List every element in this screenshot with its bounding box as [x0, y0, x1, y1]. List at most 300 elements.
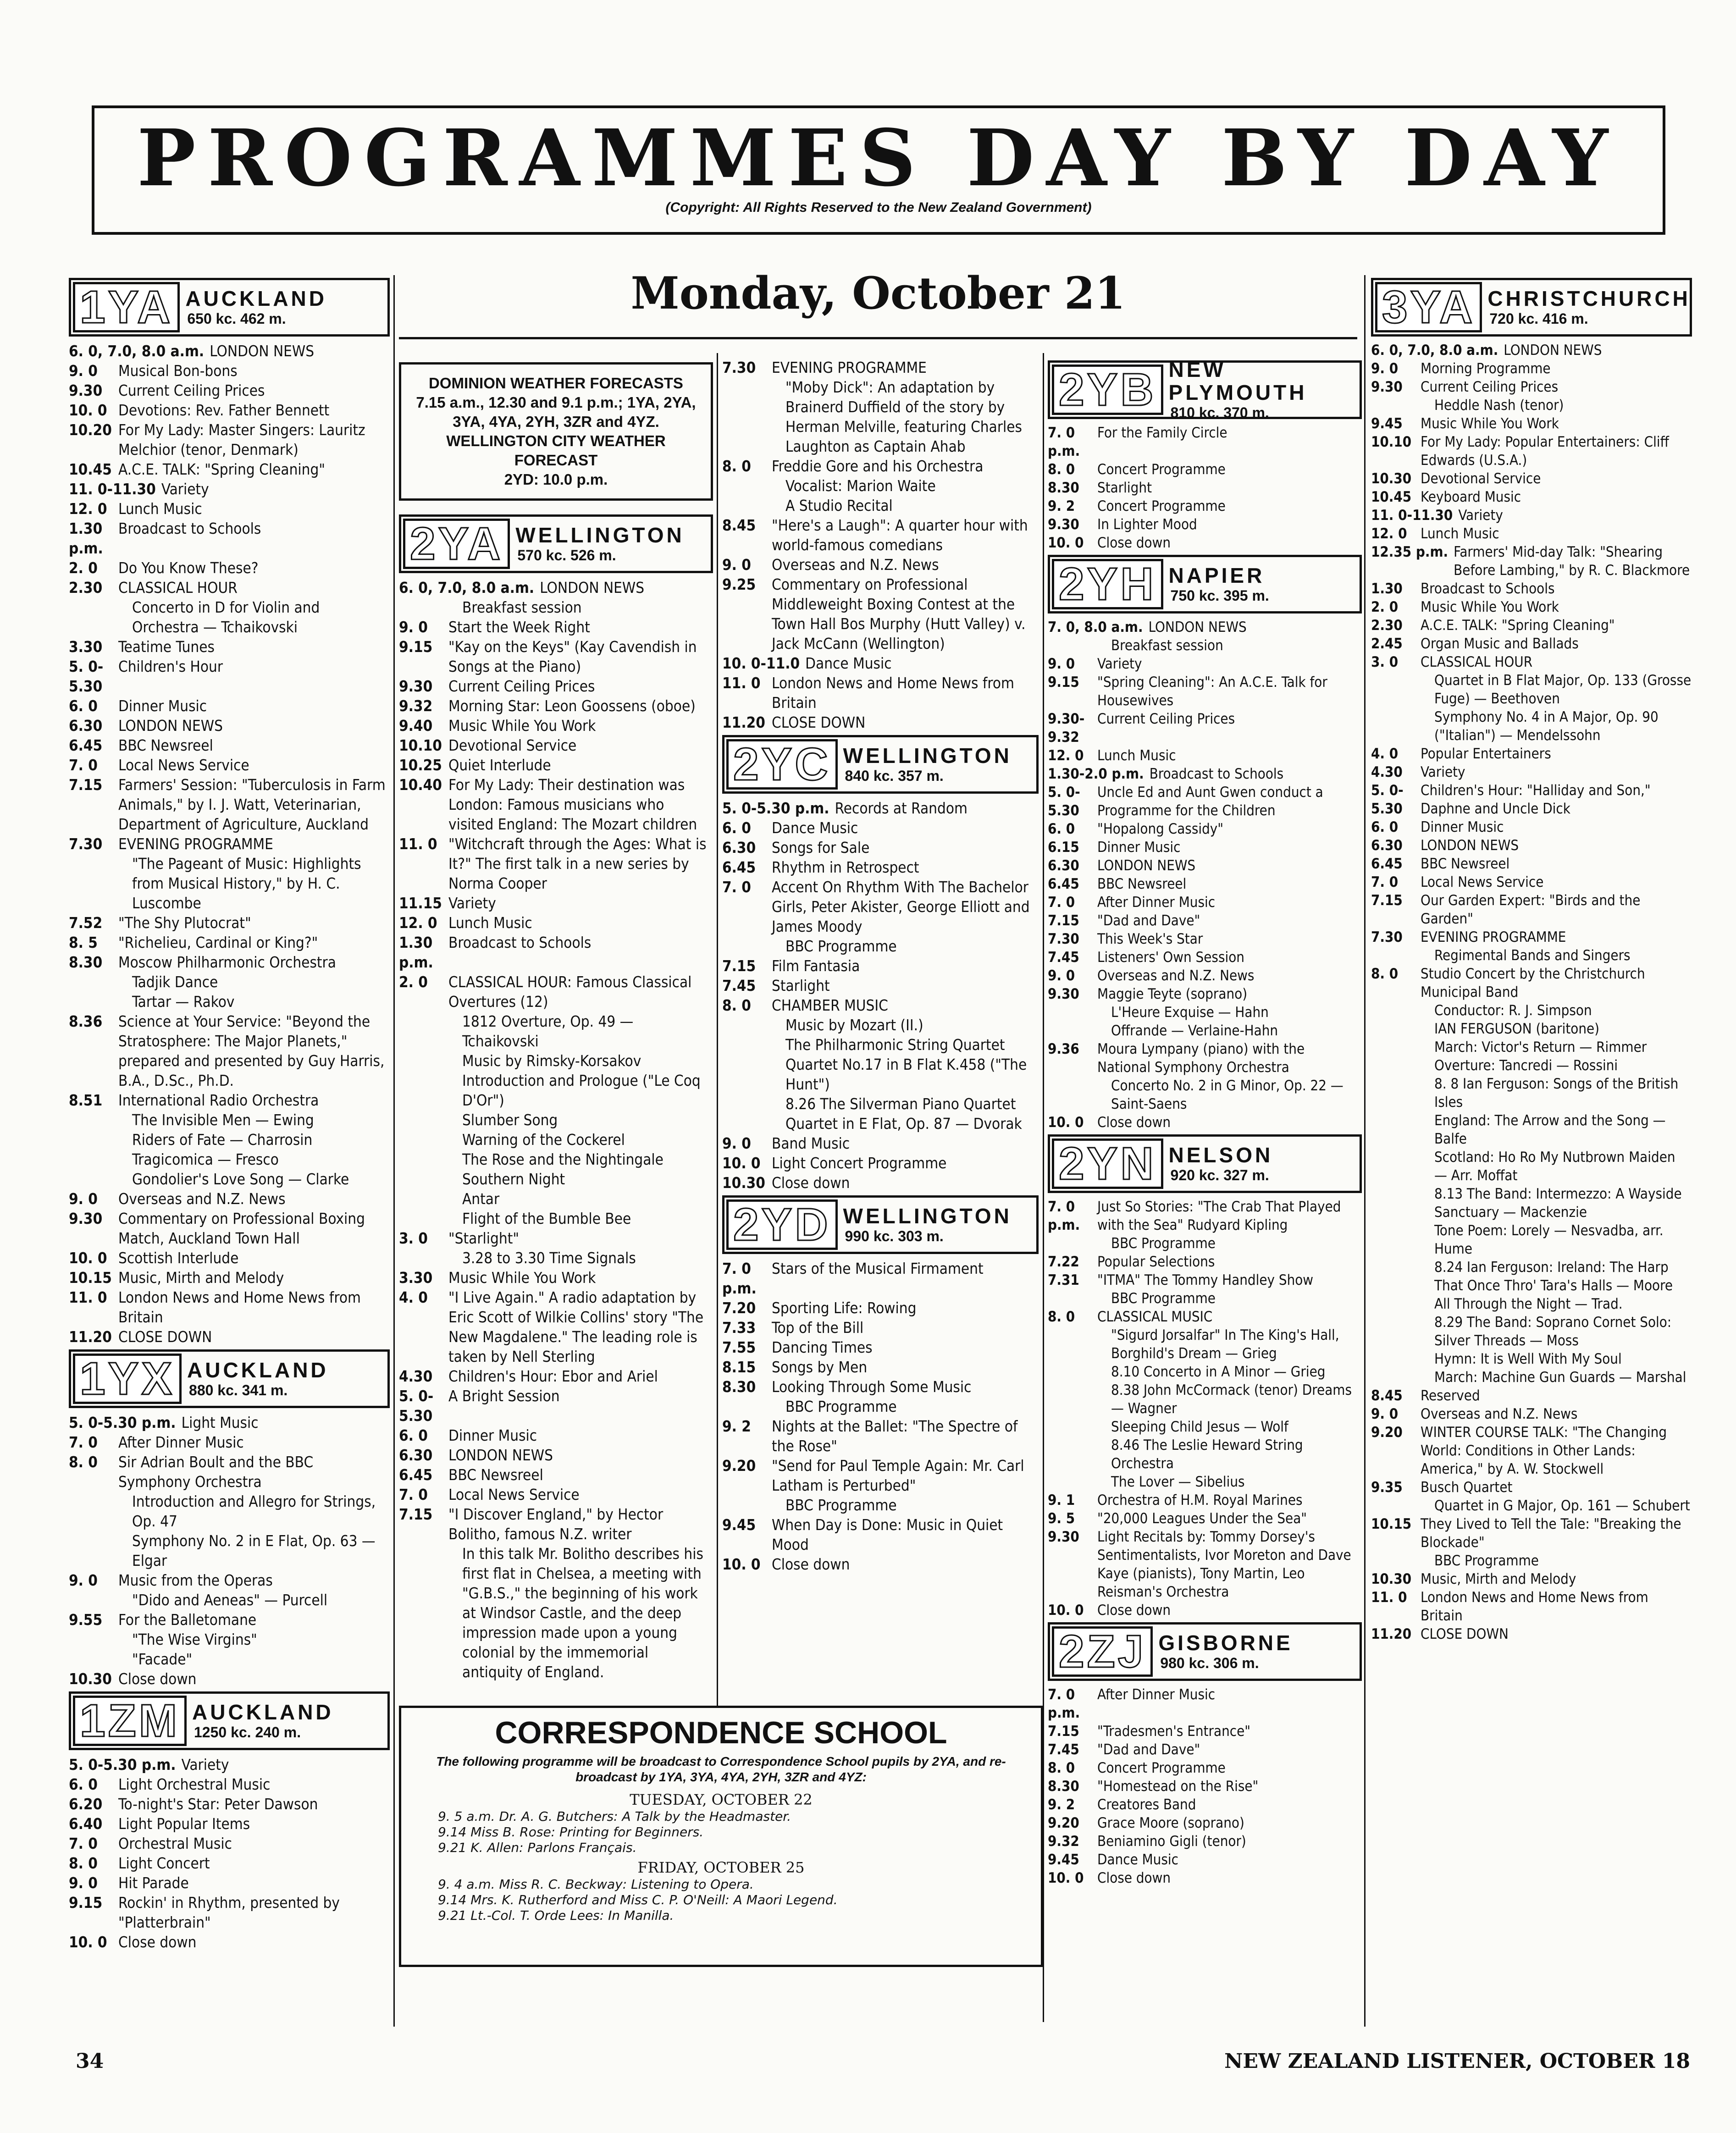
- programme-title: Farmers' Mid-day Talk: "Shearing Before Lambing," by R. C. Blackmore: [1454, 544, 1690, 579]
- programme-title: Teatime Tunes: [118, 638, 215, 656]
- programme-time: 7. 0: [1371, 874, 1399, 890]
- programme-item: [69, 479, 390, 499]
- programme-item: [1048, 1832, 1362, 1851]
- programme-title: "I Discover England," by Hector Bolitho, famous N.Z. writer: [448, 1505, 663, 1543]
- programme-item: [69, 1814, 390, 1834]
- station-header-2zj: [1048, 1622, 1362, 1681]
- programme-title: Local News Service: [1421, 874, 1544, 890]
- programme-time: 1.30 p.m.: [69, 519, 103, 557]
- programme-title: BBC Programme: [1111, 1290, 1216, 1307]
- weather-title: DOMINION WEATHER FORECASTS: [429, 375, 683, 392]
- correspondence-intro: The following programme will be broadcast to Correspondence School pupils by 2YA, and re-broadcast by 1YA, 3YA, 4YA, 2YH, 3ZR and 4YZ:: [436, 1754, 1006, 1784]
- programme-title: CLASSICAL HOUR: [1421, 654, 1533, 670]
- programme-item: [722, 555, 1039, 575]
- programme-time: 5. 0-5.30 p.m.: [69, 1414, 176, 1431]
- programme-item: [1371, 396, 1692, 414]
- programme-item: [399, 755, 713, 775]
- programme-title: Devotions: Rev. Father Bennett: [118, 401, 330, 419]
- programme-title: After Dinner Music: [1097, 894, 1216, 911]
- call-sign: 2YB: [1052, 365, 1163, 415]
- programme-item: [722, 1515, 1039, 1554]
- programme-list-1yx: [69, 1413, 390, 1689]
- programme-title: Current Ceiling Prices: [1421, 379, 1559, 395]
- programme-title: "Dad and Dave": [1097, 1741, 1200, 1758]
- programme-list-2ya: [399, 578, 713, 1682]
- programme-title: 8.29 The Band: Soprano Cornet Solo: Silver Threads — Moss: [1434, 1314, 1672, 1349]
- programme-item: [722, 956, 1039, 976]
- programme-title: Light Recitals by: Tommy Dorsey's Sentimentalists, Ivor Moreton and Dave Kaye (pianists), Tony Martin, Leo Reisman's Orchestra: [1097, 1529, 1351, 1600]
- programme-title: Moscow Philharmonic Orchestra: [118, 953, 336, 971]
- programme-time: 10. 0: [722, 1555, 761, 1573]
- programme-title: Music by Rimsky-Korsakov: [462, 1052, 641, 1070]
- programme-title: BBC Newsreel: [1097, 876, 1187, 892]
- programme-title: Variety: [181, 1756, 229, 1774]
- station-frequency: 650 kc. 462 m.: [187, 310, 286, 327]
- programme-title: Breakfast session: [462, 598, 582, 616]
- programme-time: 11. 0: [1371, 1589, 1407, 1606]
- programme-title: CLOSE DOWN: [1421, 1626, 1509, 1642]
- programme-title: CLOSE DOWN: [118, 1328, 212, 1346]
- programme-time: 9. 0: [722, 1134, 751, 1152]
- programme-time: 6.40: [69, 1815, 103, 1833]
- programme-item: [722, 838, 1039, 857]
- programme-time: 2.45: [1371, 635, 1403, 652]
- programme-item: [722, 1173, 1039, 1193]
- programme-time: 7. 0 p.m.: [1048, 425, 1080, 459]
- programme-item: [399, 1485, 713, 1504]
- programme-title: Concert Programme: [1097, 498, 1226, 514]
- programme-item: [69, 1531, 390, 1570]
- programme-item: [1371, 488, 1692, 506]
- programme-time: 9.30: [1048, 986, 1079, 1002]
- programme-item: [399, 1386, 713, 1426]
- programme-item: [722, 877, 1039, 936]
- programme-title: BBC Programme: [1434, 1553, 1539, 1569]
- programme-item: [722, 456, 1039, 476]
- programme-item: [1371, 653, 1692, 671]
- programme-title: LONDON NEWS: [1504, 342, 1602, 359]
- station-city: NEW PLYMOUTH: [1168, 358, 1307, 404]
- programme-item: [1371, 671, 1692, 708]
- programme-title: Light Orchestral Music: [118, 1775, 271, 1793]
- programme-time: 9.35: [1371, 1479, 1403, 1496]
- programme-title: Tadjik Dance: [132, 973, 218, 991]
- programme-title: Sporting Life: Rowing: [772, 1299, 917, 1317]
- programme-item: [69, 499, 390, 519]
- programme-time: 9.20: [722, 1457, 756, 1475]
- programme-time: 7. 0 p.m.: [1048, 1686, 1080, 1721]
- programme-title: BBC Programme: [1111, 1235, 1216, 1252]
- programme-time: 9.25: [722, 575, 756, 593]
- programme-title: Musical Bon-bons: [118, 362, 238, 380]
- programme-time: 8. 0: [1048, 1309, 1075, 1325]
- programme-item: [69, 578, 390, 597]
- programme-item: [1371, 1020, 1692, 1038]
- programme-title: "Richelieu, Cardinal or King?": [118, 934, 318, 951]
- programme-time: 9.45: [1371, 415, 1403, 432]
- programme-item: [399, 1445, 713, 1465]
- programme-time: 7. 0: [69, 1835, 98, 1852]
- programme-item: [69, 716, 390, 735]
- programme-title: Tartar — Rakov: [132, 993, 235, 1011]
- programme-time: 8.30: [1048, 1778, 1079, 1795]
- programme-item: [1371, 1570, 1692, 1588]
- programme-item: [722, 1397, 1039, 1416]
- programme-time: 9.15: [399, 638, 433, 656]
- programme-time: 10.40: [399, 776, 442, 794]
- programme-time: 7.15: [1048, 912, 1079, 929]
- programme-item: [1048, 1418, 1362, 1436]
- programme-time: 9.30: [69, 381, 103, 399]
- programme-time: 6.30: [722, 839, 756, 857]
- programme-time: 8.30: [722, 1378, 756, 1396]
- programme-item: [399, 775, 713, 834]
- programme-item: [1371, 1056, 1692, 1075]
- programme-time: 7.20: [722, 1299, 756, 1317]
- programme-title: Warning of the Cockerel: [462, 1131, 625, 1149]
- correspondence-day-2: FRIDAY, OCTOBER 25: [637, 1859, 805, 1876]
- call-sign: 2YH: [1052, 559, 1163, 609]
- programme-title: Close down: [118, 1670, 197, 1688]
- programme-time: 8.45: [722, 516, 756, 534]
- programme-title: Reserved: [1421, 1387, 1480, 1404]
- programme-item: [69, 1590, 390, 1610]
- programme-item: [69, 1149, 390, 1169]
- programme-item: [69, 854, 390, 913]
- programme-item: [399, 1051, 713, 1071]
- programme-time: 4.30: [1371, 764, 1403, 780]
- programme-item: [69, 1248, 390, 1268]
- programme-title: After Dinner Music: [118, 1433, 244, 1451]
- programme-title: Children's Hour: [118, 658, 223, 675]
- programme-time: 9.20: [1048, 1815, 1079, 1831]
- programme-time: 9.30: [399, 677, 433, 695]
- programme-title: Variety: [1097, 656, 1142, 672]
- programme-title: "Kay on the Keys" (Kay Cavendish in Songs at the Piano): [448, 638, 697, 675]
- programme-time: 7. 0: [1048, 894, 1075, 911]
- programme-time: 9.36: [1048, 1041, 1079, 1057]
- programme-title: LONDON NEWS: [1148, 619, 1247, 635]
- programme-time: 10. 0-11.0: [722, 654, 800, 672]
- programme-item: [1371, 359, 1692, 378]
- station-header-2yd: [722, 1195, 1039, 1254]
- programme-item: [1371, 745, 1692, 763]
- programme-item: [69, 1209, 390, 1248]
- programme-time: 10.25: [399, 756, 442, 774]
- programme-item: [1048, 893, 1362, 912]
- programme-time: 8. 0: [69, 1453, 98, 1471]
- station-header-2ya: [399, 514, 713, 573]
- programme-title: Busch Quartet: [1421, 1479, 1513, 1496]
- programme-item: [1048, 1022, 1362, 1040]
- programme-title: After Dinner Music: [1097, 1686, 1216, 1703]
- programme-title: Commentary on Professional Boxing Match, Auckland Town Hall: [118, 1210, 365, 1247]
- programme-title: Creatores Band: [1097, 1796, 1196, 1813]
- programme-title: Vocalist: Marion Waite: [785, 477, 936, 495]
- programme-item: [69, 1288, 390, 1327]
- programme-title: LONDON NEWS: [1421, 837, 1519, 854]
- programme-item: [69, 933, 390, 952]
- station-city: AUCKLAND: [185, 287, 327, 310]
- station-frequency: 750 kc. 395 m.: [1170, 587, 1269, 604]
- programme-title: Do You Know These?: [118, 559, 259, 577]
- programme-time: 8. 0: [722, 457, 751, 475]
- programme-item: [722, 1495, 1039, 1515]
- correspondence-day-1: TUESDAY, OCTOBER 22: [630, 1791, 813, 1808]
- programme-title: Music While You Work: [1421, 599, 1559, 615]
- programme-title: Commentary on Professional Middleweight Boxing Contest at the Town Hall Bos Murphy (Hutt Valley) v. Jack McCann (Wellington): [772, 575, 1026, 652]
- programme-item: [722, 1055, 1039, 1094]
- programme-item: [69, 1669, 390, 1689]
- programme-time: 2. 0: [399, 973, 428, 991]
- programme-item: [1371, 965, 1692, 1001]
- programme-title: Accent On Rhythm With The Bachelor Girls, Peter Akister, George Elliott and James Moody: [772, 878, 1030, 935]
- programme-title: "Spring Cleaning": An A.C.E. Talk for Housewives: [1097, 674, 1327, 709]
- programme-item: [399, 1228, 713, 1248]
- programme-time: 9.32: [1048, 1833, 1079, 1850]
- station-header-3ya: [1371, 278, 1692, 337]
- programme-item: [69, 1794, 390, 1814]
- programme-time: 7.15: [69, 776, 103, 794]
- programme-title: BBC Newsreel: [448, 1466, 543, 1484]
- programme-title: "The Shy Plutocrat": [118, 914, 251, 932]
- programme-title: Grace Moore (soprano): [1097, 1815, 1244, 1831]
- station-header-2yn: [1048, 1134, 1362, 1193]
- programme-time: 9.40: [399, 717, 433, 735]
- station-frequency: 880 kc. 341 m.: [189, 1382, 288, 1398]
- programme-title: In Lighter Mood: [1097, 516, 1197, 533]
- programme-item: [1371, 1111, 1692, 1148]
- programme-item: [722, 1337, 1039, 1357]
- programme-title: To-night's Star: Peter Dawson: [118, 1795, 318, 1813]
- programme-item: [1048, 838, 1362, 857]
- programme-item: [1048, 479, 1362, 497]
- programme-item: [1048, 967, 1362, 985]
- programme-item: [399, 1465, 713, 1485]
- programme-item: [1371, 836, 1692, 855]
- programme-title: Film Fantasia: [772, 957, 860, 975]
- programme-title: Farmers' Session: "Tuberculosis in Farm Animals," by I. J. Watt, Veterinarian, Department of Agriculture, Auckland: [118, 776, 386, 833]
- programme-item: [1371, 1423, 1692, 1478]
- programme-time: 11. 0: [69, 1288, 107, 1306]
- programme-title: Quiet Interlude: [448, 756, 551, 774]
- programme-item: [1371, 1038, 1692, 1056]
- programme-item: [1371, 1588, 1692, 1625]
- programme-item: [722, 798, 1039, 818]
- programme-item: [1048, 534, 1362, 552]
- programme-item: [722, 713, 1039, 732]
- column-2: [399, 358, 713, 1682]
- programme-list-2yd: [722, 1259, 1039, 1574]
- programme-item: [1048, 1722, 1362, 1741]
- programme-title: Listeners' Own Session: [1097, 949, 1244, 966]
- programme-item: [69, 361, 390, 381]
- programme-title: A Studio Recital: [785, 497, 893, 514]
- programme-title: Symphony No. 4 in A Major, Op. 90 ("Italian") — Mendelssohn: [1434, 709, 1659, 744]
- programme-item: [1371, 818, 1692, 836]
- programme-title: Hymn: It is Well With My Soul: [1434, 1351, 1622, 1367]
- programme-time: 7.30: [69, 835, 103, 853]
- programme-time: 10.30: [722, 1174, 765, 1192]
- programme-item: [1048, 820, 1362, 838]
- programme-item: [69, 952, 390, 972]
- programme-time: 10.15: [69, 1269, 112, 1287]
- programme-title: Studio Concert by the Christchurch Municipal Band: [1421, 966, 1645, 1000]
- programme-title: Dinner Music: [118, 697, 207, 715]
- programme-time: 10. 0: [1048, 1602, 1084, 1619]
- programme-title: Popular Entertainers: [1421, 746, 1551, 762]
- programme-item: [1048, 875, 1362, 893]
- programme-title: Concert Programme: [1097, 1760, 1226, 1776]
- programme-item: [1048, 1234, 1362, 1253]
- programme-title: Current Ceiling Prices: [118, 381, 265, 399]
- programme-time: 11.20: [722, 713, 765, 731]
- correspondence-school-box: [399, 1706, 1043, 1967]
- programme-title: Slumber Song: [462, 1111, 558, 1129]
- programme-title: Variety: [161, 480, 209, 498]
- programme-item: [399, 1288, 713, 1366]
- station-header-1zm: [69, 1691, 390, 1750]
- programme-title: "Here's a Laugh": A quarter hour with world-famous comedians: [772, 516, 1028, 554]
- programme-time: 10.10: [1371, 434, 1412, 450]
- programme-item: [1371, 506, 1692, 525]
- programme-item: [1048, 1077, 1362, 1113]
- programme-item: [1048, 497, 1362, 515]
- column-rule-4: [1364, 275, 1366, 2027]
- programme-title: Overture: Tancredi — Rossini: [1434, 1057, 1618, 1074]
- programme-title: Devotional Service: [1421, 470, 1541, 487]
- programme-title: Introduction and Allegro for Strings, Op. 47: [132, 1492, 376, 1530]
- station-frequency: 980 kc. 306 m.: [1160, 1655, 1259, 1671]
- programme-title: A Bright Session: [448, 1387, 560, 1405]
- programme-title: LONDON NEWS: [448, 1446, 553, 1464]
- programme-title: Music by Mozart (II.): [785, 1016, 923, 1034]
- programme-time: 1.30-2.0 p.m.: [1048, 766, 1144, 782]
- programme-title: LONDON NEWS: [540, 579, 645, 597]
- programme-title: Introduction and Prologue ("Le Coq D'Or"): [462, 1072, 701, 1109]
- correspondence-title: CORRESPONDENCE SCHOOL: [495, 1715, 947, 1750]
- programme-title: 8.38 John McCormack (tenor) Dreams — Wagner: [1111, 1382, 1352, 1417]
- programme-title: Looking Through Some Music: [772, 1378, 972, 1396]
- programme-title: London News and Home News from Britain: [1421, 1589, 1648, 1624]
- programme-time: 2.30: [69, 579, 103, 597]
- programme-time: 7. 0: [69, 1433, 98, 1451]
- programme-title: A.C.E. TALK: "Spring Cleaning": [118, 460, 325, 478]
- programme-title: Our Garden Expert: "Birds and the Garden": [1421, 892, 1641, 927]
- programme-item: [399, 933, 713, 972]
- programme-item: [399, 597, 713, 617]
- programme-title: 1812 Overture, Op. 49 — Tchaikovski: [462, 1012, 634, 1050]
- programme-time: 8.45: [1371, 1387, 1403, 1404]
- programme-time: 9. 0: [1371, 1406, 1399, 1422]
- programme-time: 10.45: [1371, 489, 1412, 505]
- programme-time: 8.15: [722, 1358, 756, 1376]
- programme-time: 12. 0: [1048, 747, 1084, 764]
- programme-item: [69, 459, 390, 479]
- programme-title: Light Music: [181, 1414, 259, 1431]
- programme-item: [1048, 424, 1362, 460]
- programme-item: [399, 893, 713, 913]
- programme-title: CLASSICAL HOUR: [118, 579, 238, 597]
- programme-title: Children's Hour: "Halliday and Son," Daphne and Uncle Dick: [1421, 782, 1651, 817]
- programme-title: Symphony No. 2 in E Flat, Op. 63 — Elgar: [132, 1532, 376, 1569]
- programme-title: Maggie Teyte (soprano): [1097, 986, 1248, 1002]
- weather-box: [399, 362, 713, 501]
- programme-title: Morning Star: Leon Goossens (oboe): [448, 697, 696, 715]
- call-sign: 2YD: [726, 1199, 838, 1250]
- programme-title: EVENING PROGRAMME: [772, 359, 927, 376]
- programme-item: [722, 1377, 1039, 1397]
- programme-item: [722, 818, 1039, 838]
- programme-item: [1371, 635, 1692, 653]
- programme-item: [69, 341, 390, 361]
- programme-title: Dinner Music: [1421, 819, 1504, 835]
- programme-title: Lunch Music: [448, 914, 532, 932]
- programme-item: [722, 1153, 1039, 1173]
- programme-time: 9. 0: [69, 1874, 98, 1892]
- programme-title: 3.28 to 3.30 Time Signals: [462, 1249, 636, 1267]
- programme-time: 9.30: [1371, 379, 1403, 395]
- programme-title: Breakfast session: [1111, 637, 1223, 654]
- programme-item: [722, 936, 1039, 956]
- programme-time: 4. 0: [399, 1288, 428, 1306]
- weather-times: 7.15 a.m., 12.30 and 9.1 p.m.; 1YA, 2YA, 3YA, 4YA, 2YH, 3ZR and 4YZ.: [416, 394, 696, 430]
- programme-item: [399, 1130, 713, 1149]
- programme-title: Music, Mirth and Melody: [118, 1269, 284, 1287]
- programme-time: 9. 0: [69, 362, 98, 380]
- call-sign: 2YC: [726, 739, 838, 790]
- programme-time: 5. 0-5.30: [69, 658, 104, 695]
- programme-item: [69, 1570, 390, 1590]
- programme-item: [69, 1169, 390, 1189]
- programme-item: [399, 1268, 713, 1288]
- programme-time: 11.15: [399, 894, 442, 912]
- programme-item: [69, 1452, 390, 1492]
- programme-title: This Week's Star: [1097, 931, 1203, 947]
- programme-time: 10. 0: [1048, 1114, 1084, 1131]
- programme-time: 10. 0: [69, 1249, 107, 1267]
- programme-time: 9.15: [1048, 674, 1079, 691]
- programme-title: Quartet in B Flat Major, Op. 133 (Grosse Fuge) — Beethoven: [1434, 672, 1692, 707]
- station-header-2yc: [722, 735, 1039, 794]
- programme-title: Close down: [1097, 1114, 1171, 1131]
- programme-item: [69, 1432, 390, 1452]
- programme-item: [1048, 1777, 1362, 1796]
- programme-time: 3. 0: [399, 1229, 428, 1247]
- station-frequency: 570 kc. 526 m.: [517, 547, 616, 564]
- programme-title: Science at Your Service: "Beyond the Stratosphere: The Major Planets," prepared and presented by Guy Harris, B.A., D.Sc., Ph.D.: [118, 1012, 385, 1089]
- programme-time: 7.30: [1048, 931, 1079, 947]
- programme-title: For My Lady: Master Singers: Lauritz Melchior (tenor, Denmark): [118, 421, 365, 459]
- programme-item: [1371, 616, 1692, 635]
- programme-title: All Through the Night — Trad.: [1434, 1296, 1623, 1312]
- programme-item: [722, 476, 1039, 496]
- programme-title: Offrande — Verlaine-Hahn: [1111, 1022, 1278, 1039]
- programme-title: Lunch Music: [1421, 525, 1499, 542]
- programme-title: Just So Stories: "The Crab That Played with the Sea" Rudyard Kipling: [1097, 1199, 1341, 1233]
- programme-time: 11.20: [69, 1328, 112, 1346]
- programme-title: For My Lady: Popular Entertainers: Cliff Edwards (U.S.A.): [1421, 434, 1669, 469]
- publication-line: NEW ZEALAND LISTENER, OCTOBER 18: [1224, 2050, 1690, 2073]
- programme-time: 10. 0: [722, 1154, 761, 1172]
- programme-time: 5. 0-5.30: [399, 1387, 434, 1425]
- programme-item: [1371, 1552, 1692, 1570]
- programme-item: [1371, 763, 1692, 781]
- programme-title: EVENING PROGRAMME: [1421, 929, 1566, 945]
- programme-title: Lunch Music: [118, 500, 202, 518]
- call-sign: 2ZJ: [1052, 1626, 1153, 1677]
- call-sign: 2YN: [1052, 1138, 1163, 1189]
